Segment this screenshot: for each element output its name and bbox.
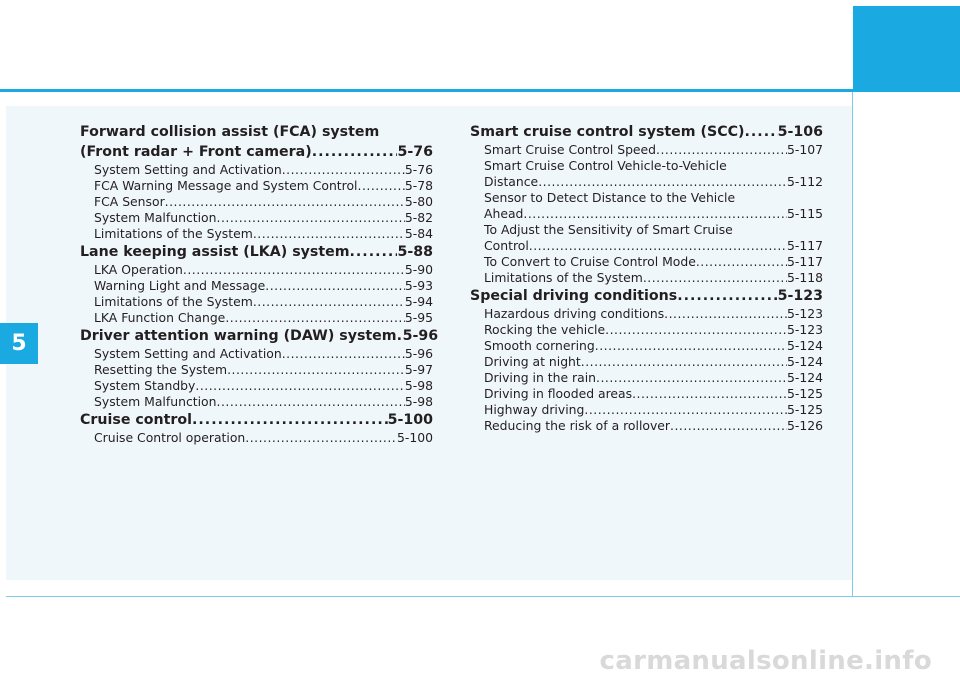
entry-page-number: 5-100: [396, 430, 433, 445]
leader-dots: [529, 238, 787, 254]
leader-dots: [656, 142, 787, 158]
toc-entry[interactable]: [94, 394, 433, 410]
leader-dots: [677, 286, 777, 306]
toc-entry[interactable]: [484, 270, 823, 286]
entry-title: Ahead: [484, 206, 524, 221]
entry-page-number: 5-84: [404, 226, 433, 241]
entry-page-number: 5-112: [786, 174, 823, 189]
toc-right-column: [470, 122, 823, 434]
toc-entry[interactable]: [484, 418, 823, 434]
entry-title: Rocking the vehicle: [484, 322, 606, 337]
entry-page-number: 5-125: [786, 402, 823, 417]
leader-dots: [584, 402, 787, 418]
toc-section: [80, 242, 433, 326]
toc-entry[interactable]: [484, 254, 823, 270]
leader-dots: [745, 122, 778, 142]
entry-title: Highway driving: [484, 402, 585, 417]
toc-section: [470, 122, 823, 286]
leader-dots: [217, 210, 405, 226]
entry-title: Driving in flooded areas: [484, 386, 633, 401]
entry-title: LKA Function Change: [94, 310, 226, 325]
toc-entry[interactable]: [94, 346, 433, 362]
toc-entry[interactable]: [94, 194, 433, 210]
leader-dots: [632, 386, 787, 402]
section-entries: [80, 346, 433, 410]
entry-title-line: [94, 194, 433, 210]
chapter-number-badge: 5: [0, 323, 38, 364]
entry-title-line: [484, 338, 823, 354]
toc-entry[interactable]: [94, 430, 433, 446]
entry-title-line: [94, 294, 433, 310]
leader-dots: [227, 362, 405, 378]
entry-title-line: [94, 262, 433, 278]
entry-page-number: 5-82: [404, 210, 433, 225]
section-entries: [80, 262, 433, 326]
toc-section: [470, 286, 823, 434]
entry-page-number: 5-124: [786, 338, 823, 353]
leader-dots: [253, 226, 405, 242]
leader-dots: [265, 278, 405, 294]
section-title: Driver attention warning (DAW) system: [80, 328, 397, 344]
toc-entry[interactable]: [484, 322, 823, 338]
entry-title-line: [484, 370, 823, 386]
entry-page-number: 5-97: [404, 362, 433, 377]
leader-dots: [183, 262, 405, 278]
entry-title: LKA Operation: [94, 262, 183, 277]
leader-dots: [596, 370, 787, 386]
leader-dots: [165, 194, 405, 210]
entry-title-line: [484, 142, 823, 158]
leader-dots: [192, 410, 388, 430]
entry-title: Cruise Control operation: [94, 430, 246, 445]
entry-title: Limitations of the System: [94, 226, 253, 241]
section-title-line[interactable]: [80, 410, 433, 430]
entry-page-number: 5-76: [404, 162, 433, 177]
toc-entry[interactable]: [484, 370, 823, 386]
leader-dots: [282, 162, 405, 178]
entry-page-number: 5-117: [786, 254, 823, 269]
entry-title-line: [484, 418, 823, 434]
entry-title-line: [484, 270, 823, 286]
toc-entry[interactable]: [94, 294, 433, 310]
entry-title: Limitations of the System: [484, 270, 643, 285]
entry-title-line: [94, 162, 433, 178]
toc-entry[interactable]: [484, 306, 823, 322]
leader-dots: [581, 354, 787, 370]
entry-page-number: 5-96: [404, 346, 433, 361]
entry-title-line: [94, 210, 433, 226]
toc-entry[interactable]: [94, 362, 433, 378]
section-entries: [80, 430, 433, 446]
entry-page-number: 5-123: [786, 322, 823, 337]
entry-title: Driving in the rain: [484, 370, 596, 385]
toc-entry[interactable]: [94, 226, 433, 242]
entry-title-line: [484, 386, 823, 402]
entry-title: System Setting and Activation: [94, 346, 282, 361]
toc-entry[interactable]: [94, 162, 433, 178]
toc-entry[interactable]: [94, 378, 433, 394]
section-title-line[interactable]: [80, 326, 439, 346]
entry-page-number: 5-98: [404, 394, 433, 409]
leader-dots: [538, 174, 787, 190]
section-page-number: 5-76: [397, 144, 433, 160]
leader-dots: [664, 306, 787, 322]
entry-title: Distance: [484, 174, 539, 189]
toc-entry[interactable]: [484, 354, 823, 370]
entry-title: Reducing the risk of a rollover: [484, 418, 671, 433]
chapter-tab: [853, 6, 960, 92]
leader-dots: [670, 418, 787, 434]
entry-title-line: [484, 402, 823, 418]
leader-dots: [312, 142, 398, 162]
entry-title-line: [94, 430, 433, 446]
section-entries: [470, 306, 823, 434]
leader-dots: [643, 270, 787, 286]
toc-entry[interactable]: [94, 210, 433, 226]
leader-dots: [282, 346, 405, 362]
entry-page-number: 5-118: [786, 270, 823, 285]
header-rule: [0, 89, 960, 92]
entry-title-line: [94, 346, 433, 362]
entry-title: FCA Sensor: [94, 194, 165, 209]
entry-title-line: [484, 306, 823, 322]
section-title: Smart cruise control system (SCC): [470, 124, 745, 140]
toc-entry[interactable]: [484, 386, 823, 402]
leader-dots: [523, 206, 787, 222]
section-page-number: 5-96: [402, 328, 439, 344]
entry-title-line: [94, 226, 433, 242]
section-title-line[interactable]: [470, 122, 823, 142]
entry-page-number: 5-98: [404, 378, 433, 393]
leader-dots: [605, 322, 787, 338]
entry-title: Sensor to Detect Distance to the Vehicle: [484, 190, 736, 205]
section-title: Cruise control: [80, 412, 193, 428]
section-page-number: 5-100: [387, 412, 433, 428]
entry-title-line: [484, 206, 823, 222]
toc-left-column: [80, 122, 439, 446]
section-entries: [80, 162, 433, 242]
entry-title: System Malfunction: [94, 210, 217, 225]
leader-dots: [358, 178, 405, 194]
entry-title-line: [484, 322, 823, 338]
entry-title-line: [484, 254, 823, 270]
entry-title: FCA Warning Message and System Control: [94, 178, 358, 193]
toc-section: [80, 410, 433, 446]
entry-page-number: 5-115: [786, 206, 823, 221]
entry-title: To Convert to Cruise Control Mode: [484, 254, 696, 269]
toc-section: [80, 326, 439, 410]
watermark: carmanualsonline.info: [599, 646, 932, 676]
entry-title: Driving at night: [484, 354, 581, 369]
entry-title: System Standby: [94, 378, 196, 393]
toc-entry[interactable]: [484, 142, 823, 158]
entry-page-number: 5-95: [404, 310, 433, 325]
entry-page-number: 5-117: [786, 238, 823, 253]
entry-title-line: [94, 362, 433, 378]
section-page-number: 5-123: [777, 288, 823, 304]
section-title-line[interactable]: [80, 142, 433, 162]
section-title[interactable]: Forward collision assist (FCA) system: [80, 124, 380, 140]
entry-title: System Setting and Activation: [94, 162, 282, 177]
entry-title: Control: [484, 238, 529, 253]
entry-title: Smart Cruise Control Vehicle-to-Vehicle: [484, 158, 727, 173]
section-entries: [470, 142, 823, 286]
toc-entry[interactable]: [94, 278, 433, 294]
leader-dots: [696, 254, 787, 270]
toc-section: [80, 122, 433, 242]
toc-entry[interactable]: [484, 190, 823, 222]
entry-page-number: 5-94: [404, 294, 433, 309]
entry-title: System Malfunction: [94, 394, 217, 409]
toc-entry[interactable]: [94, 310, 433, 326]
toc-entry[interactable]: [94, 262, 433, 278]
entry-page-number: 5-90: [404, 262, 433, 277]
leader-dots: [217, 394, 405, 410]
toc-entry[interactable]: [484, 338, 823, 354]
entry-title-line: [94, 310, 433, 326]
entry-title: Limitations of the System: [94, 294, 253, 309]
entry-title: Hazardous driving conditions: [484, 306, 665, 321]
leader-dots: [595, 338, 787, 354]
section-title-line[interactable]: [80, 242, 433, 262]
entry-title-line: [484, 354, 823, 370]
section-title: Special driving conditions: [470, 288, 678, 304]
section-title: (Front radar + Front camera): [80, 144, 312, 160]
leader-dots: [245, 430, 397, 446]
entry-title-line: [484, 174, 823, 190]
entry-title-line: [484, 238, 823, 254]
margin-rule: [852, 92, 853, 597]
entry-page-number: 5-107: [786, 142, 823, 157]
entry-title-line: [94, 394, 433, 410]
toc-entry[interactable]: [484, 402, 823, 418]
entry-page-number: 5-93: [404, 278, 433, 293]
entry-title: To Adjust the Sensitivity of Smart Cruise: [484, 222, 733, 237]
section-title-line[interactable]: [470, 286, 823, 306]
toc-entry[interactable]: [484, 158, 823, 190]
leader-dots: [195, 378, 404, 394]
entry-title: Warning Light and Message: [94, 278, 266, 293]
leader-dots: [225, 310, 405, 326]
entry-title-line: [94, 278, 433, 294]
entry-page-number: 5-78: [404, 178, 433, 193]
entry-page-number: 5-124: [786, 370, 823, 385]
footer-rule: [6, 596, 960, 597]
toc-entry[interactable]: [94, 178, 433, 194]
entry-page-number: 5-126: [786, 418, 823, 433]
entry-page-number: 5-124: [786, 354, 823, 369]
entry-page-number: 5-123: [786, 306, 823, 321]
section-page-number: 5-106: [777, 124, 823, 140]
entry-title-line: [94, 378, 433, 394]
entry-title: Resetting the System: [94, 362, 228, 377]
section-title: Lane keeping assist (LKA) system: [80, 244, 350, 260]
entry-title: Smooth cornering: [484, 338, 595, 353]
entry-title: Smart Cruise Control Speed: [484, 142, 657, 157]
section-page-number: 5-88: [397, 244, 433, 260]
entry-title-line: [94, 178, 433, 194]
entry-page-number: 5-125: [786, 386, 823, 401]
entry-page-number: 5-80: [404, 194, 433, 209]
toc-entry[interactable]: [484, 222, 823, 254]
leader-dots: [350, 242, 398, 262]
leader-dots: [253, 294, 405, 310]
